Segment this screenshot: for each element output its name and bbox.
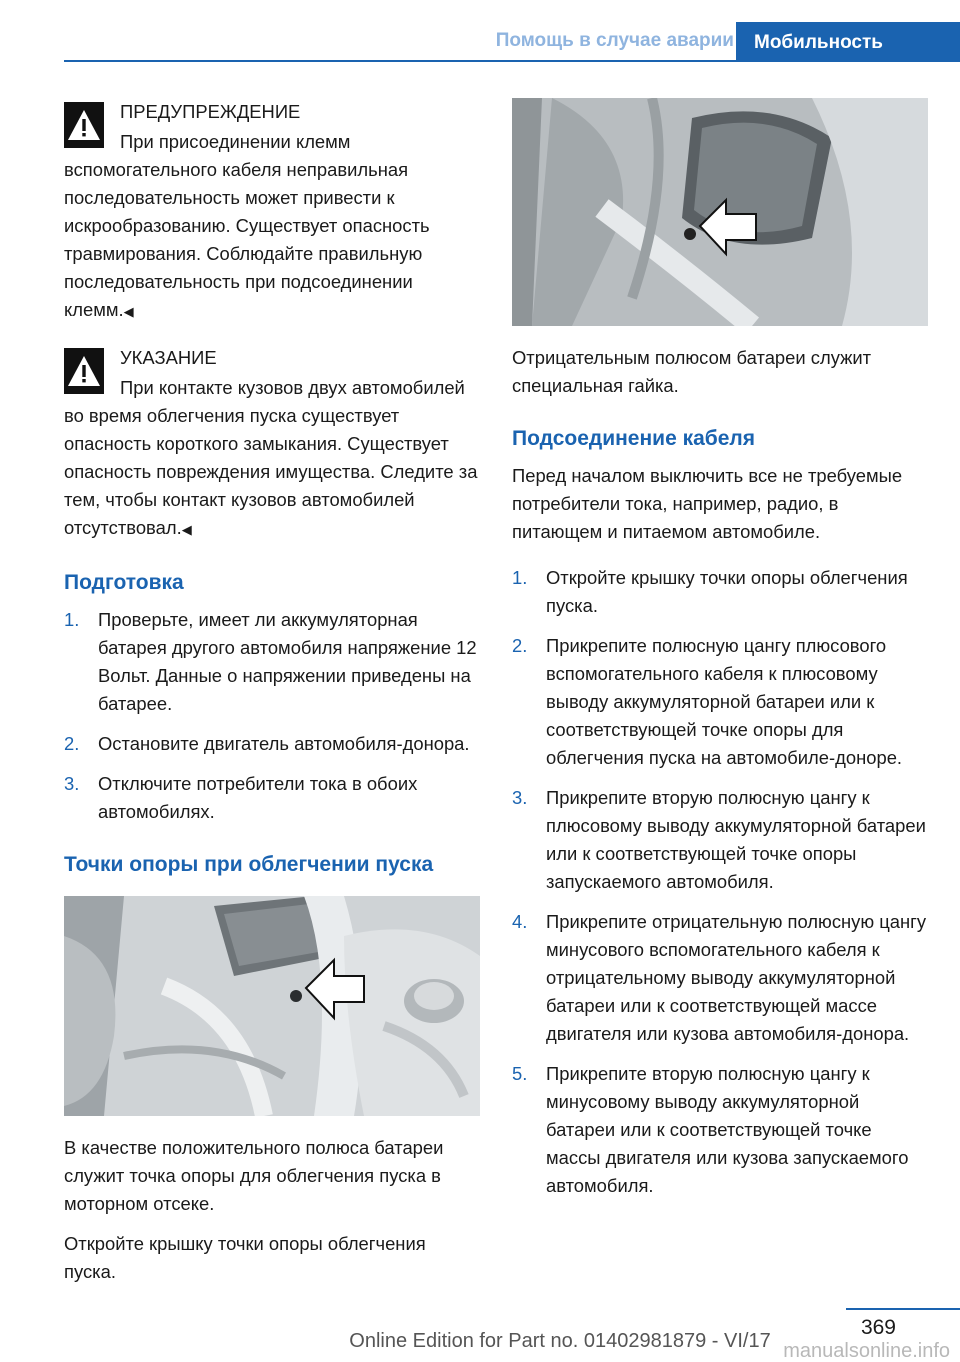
header-section-label: Помощь в случае аварии (495, 30, 734, 51)
paragraph: Отрицательным полюсом батареи служит специальная гайка. (512, 347, 872, 396)
engine-bay-negative-nut-photo (512, 98, 928, 326)
list-item: 3. Прикрепите вторую полюсную цангу к плюсовому выводу аккумуляторной батареи или к соответствующей точке опоры запускаемого автомобиля. (512, 787, 926, 892)
edition-footer: Online Edition for Part no. 01402981879 - VI/17 (349, 1330, 771, 1352)
engine-bay-positive-terminal-photo (64, 896, 480, 1116)
page-header (0, 0, 960, 64)
page-number-rule (846, 1308, 960, 1310)
heading-cable-connection: Подсоединение кабеля (512, 427, 756, 450)
notice-block (64, 344, 480, 544)
list-item: 2. Остановите двигатель автомобиля-донора. (64, 733, 470, 754)
heading-preparation: Подготовка (64, 571, 184, 594)
connection-steps (512, 564, 928, 1200)
list-item: 4. Прикрепите отрицательную полюсную цангу минусового вспомогательного кабеля к отрицательному выводу аккумуляторной батареи или к соответствующей массе двигателя или кузова автомобиля-донора. (512, 911, 927, 1044)
preparation-steps (64, 606, 480, 826)
left-column (64, 98, 480, 1286)
list-item: 3. Отключите потребители тока в обоих автомобилях. (64, 773, 418, 822)
page-number: 369 (860, 1316, 896, 1339)
list-item: 5. Прикрепите вторую полюсную цангу к минусовому выводу аккумуляторной батареи или к соответствующей точке массы двигателя или кузова запускаемого автомобиля. (512, 1063, 909, 1196)
heading-jump-points: Точки опоры при облегчении пуска (64, 853, 434, 876)
notice-title: УКАЗАНИЕ (120, 347, 217, 368)
list-item: 1. Проверьте, имеет ли аккумуляторная батарея другого автомобиля напряжение 12 Вольт. Данные о напряжении приведены на батарее. (64, 609, 477, 714)
warning-title: ПРЕДУПРЕЖДЕНИЕ (120, 101, 301, 122)
list-item: 1. Откройте крышку точки опоры облегчения пуска. (512, 567, 908, 616)
right-column (512, 98, 928, 1212)
warning-block (64, 98, 480, 326)
paragraph: Откройте крышку точки опоры облегчения пуска. (64, 1233, 426, 1282)
paragraph: Перед началом выключить все не требуемые потребители тока, например, радио, в питающем и питаемом автомобиле. (512, 465, 903, 542)
warning-text: При присоединении клемм вспомогательного кабеля неправильная последовательность может привести к искрообразованию. Существует опасность травмирования. Соблюдайте правильную последовательность при подсоединении клемм.◀ (64, 131, 430, 320)
paragraph: В качестве положительного полюса батареи служит точка опоры для облегчения пуска в моторном отсеке. (64, 1137, 444, 1214)
end-mark: ◀ (123, 304, 134, 319)
list-item: 2. Прикрепите полюсную цангу плюсового вспомогательного кабеля к плюсовому выводу аккумуляторной батареи или к соответствующей точке опоры для облегчения пуска на автомобиле-доноре. (512, 635, 903, 768)
warning-triangle-icon (64, 348, 104, 394)
end-mark: ◀ (181, 522, 192, 537)
notice-text: При контакте кузовов двух автомобилей во время облегчения пуска существует опасность короткого замыкания. Существует опасность повреждения имущества. Следите за тем, чтобы контакт кузовов автомобилей отсутствовал.◀ (64, 377, 478, 538)
header-chapter-tab: Мобильность (736, 22, 960, 62)
warning-triangle-icon (64, 102, 104, 148)
watermark: manualsonline.info (783, 1340, 950, 1362)
